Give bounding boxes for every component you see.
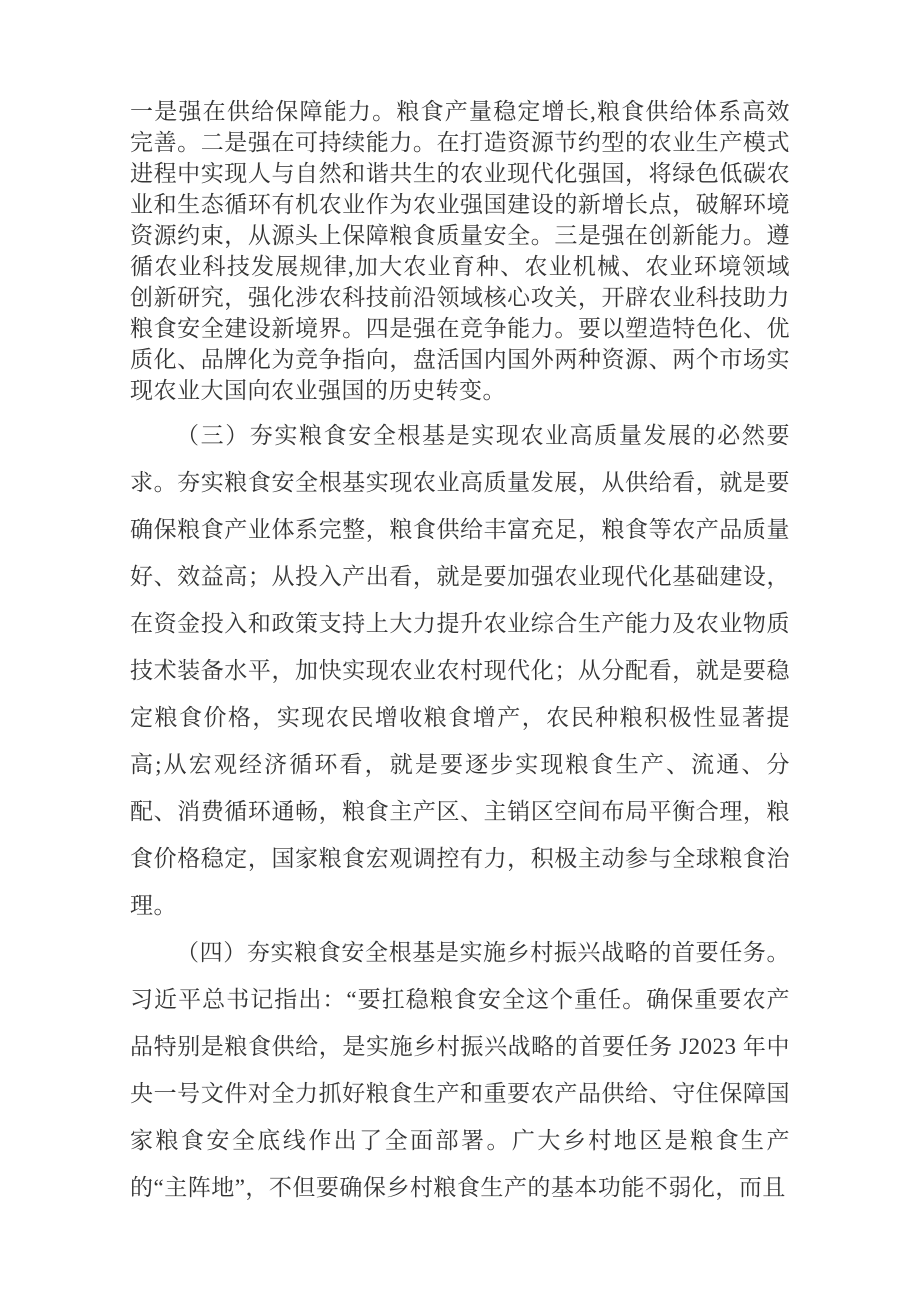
paragraph-section-3: （三）夯实粮食安全根基是实现农业高质量发展的必然要求。夯实粮食安全根基实现农业高质量发展，从供给看，就是要确保粮食产业体系完整，粮食供给丰富充足，粮食等农产品质量好、效益高；从投入产出看，就是要加强农业现代化基础建设，在资金投入和政策支持上大力提升农业综合生产能力及农业物质技术装备水平，加快实现农业农村现代化；从分配看，就是要稳定粮食价格，实现农民增收粮食增产，农民种粮积极性显著提高;从宏观经济循环看，就是要逐步实现粮食生产、流通、分配、消费循环通畅，粮食主产区、主销区空间布局平衡合理，粮食价格稳定，国家粮食宏观调控有力，积极主动参与全球粮食治理。 bbox=[130, 423, 790, 918]
paragraph-section-4: （四）夯实粮食安全根基是实施乡村振兴战略的首要任务。习近平总书记指出：“要扛稳粮食安全这个重任。确保重要农产品特别是粮食供给，是实施乡村振兴战略的首要任务 J2023 年中央一号文件对全力抓好粮食生产和重要农产品供给、守住保障国家粮食安全底线作出了全面部署。广大乡村地区是粮食生产的“主阵地”，不但要确保乡村粮食生产的基本功能不弱化，而且 bbox=[130, 940, 790, 1200]
document-text-block bbox=[130, 96, 790, 1211]
paragraph-continuation: 一是强在供给保障能力。粮食产量稳定增长,粮食供给体系高效完善。二是强在可持续能力。在打造资源节约型的农业生产模式进程中实现人与自然和谐共生的农业现代化强国，将绿色低碳农业和生态循环有机农业作为农业强国建设的新增长点，破解环境资源约束，从源头上保障粮食质量安全。三是强在创新能力。遵循农业科技发展规律,加大农业育种、农业机械、农业环境领域创新研究，强化涉农科技前沿领域核心攻关，开辟农业科技助力粮食安全建设新境界。四是强在竞争能力。要以塑造特色化、优质化、品牌化为竞争指向，盘活国内国外两种资源、两个市场实现农业大国向农业强国的历史转变。 bbox=[130, 99, 790, 403]
